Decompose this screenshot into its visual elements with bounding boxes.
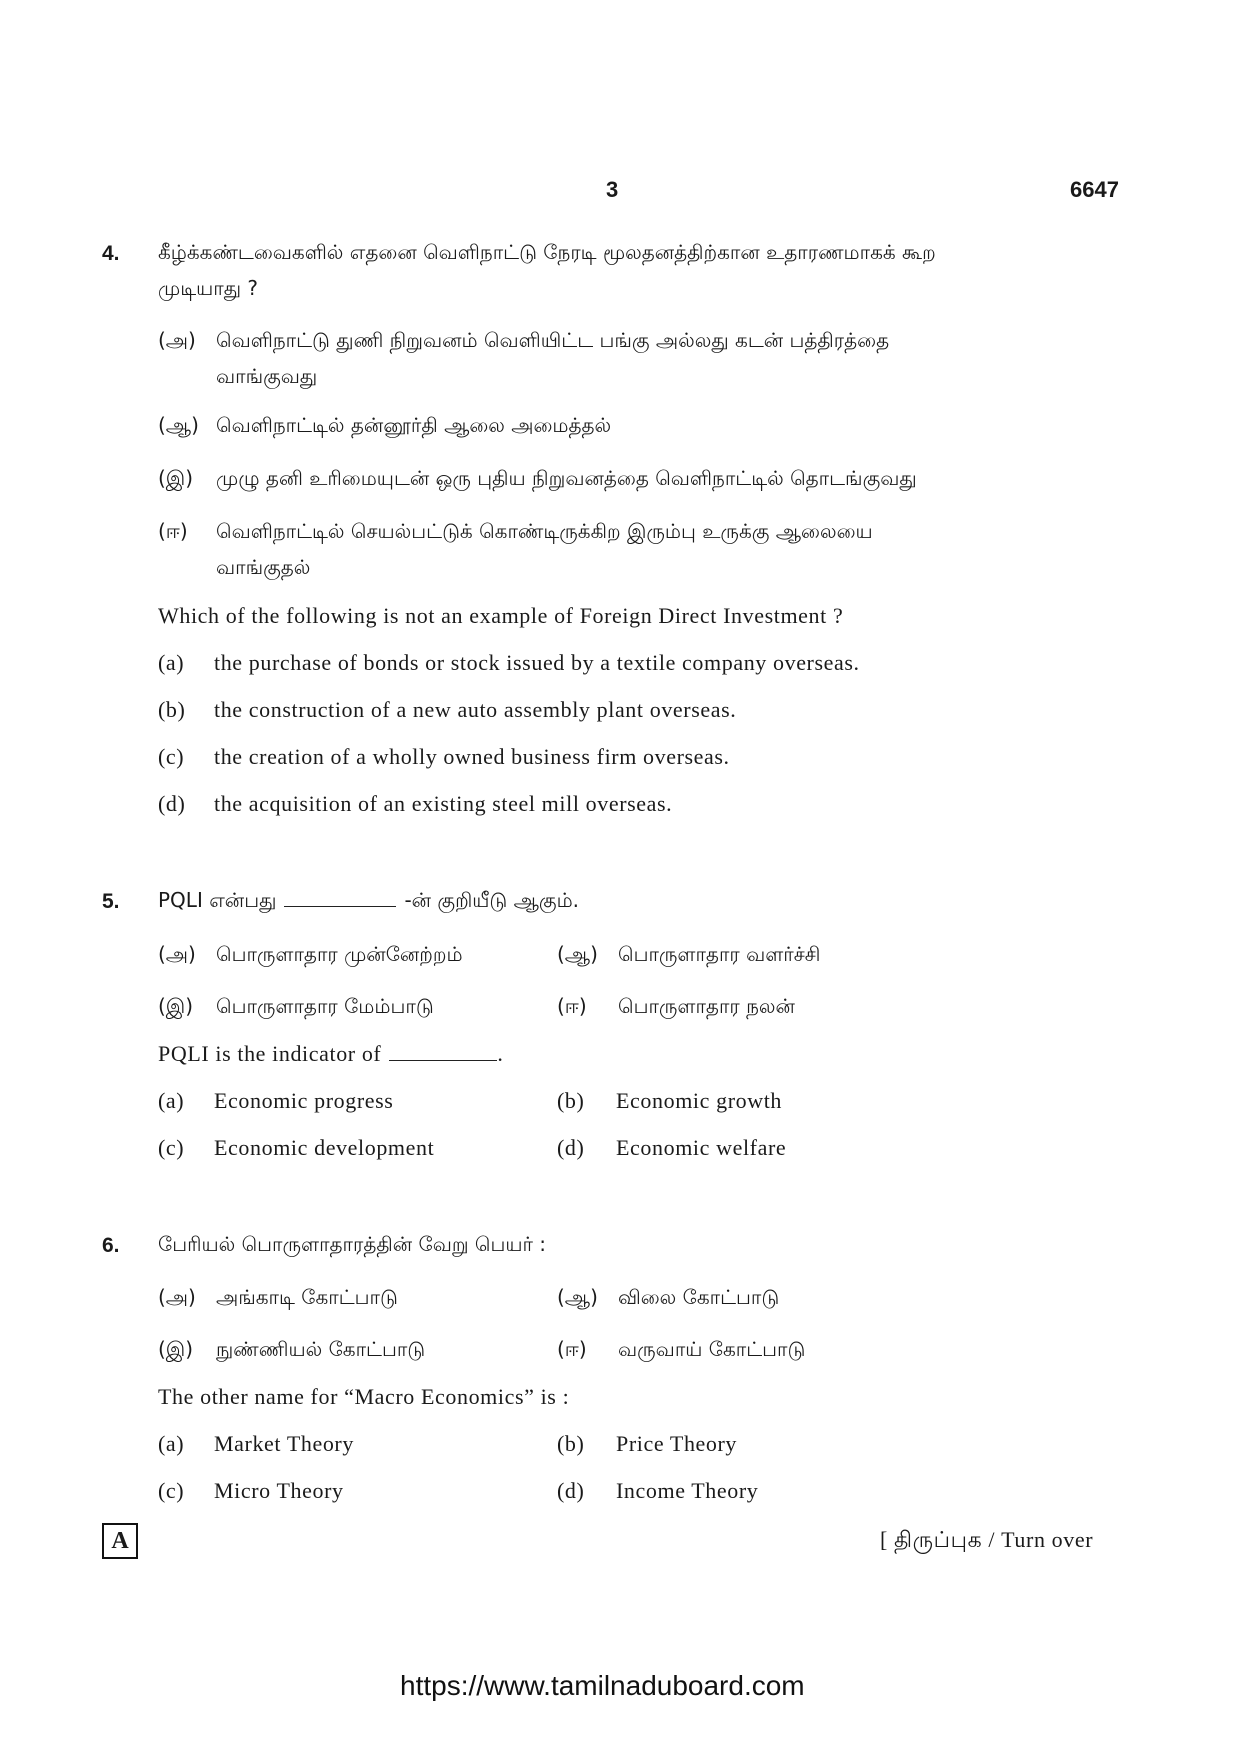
english-option-text: Economic growth	[616, 1088, 783, 1113]
tamil-option-text: பொருளாதார நலன்	[618, 994, 795, 1018]
english-option-label: (c)	[158, 1478, 185, 1503]
tamil-option-text-cont: வாங்குதல்	[216, 555, 311, 579]
english-question	[158, 1041, 503, 1067]
english-option-label: (a)	[158, 1088, 185, 1113]
paper-code: 6647	[1070, 177, 1119, 202]
question-number: 6.	[102, 1234, 120, 1257]
tamil-option-label: (ஈ)	[557, 994, 587, 1018]
tamil-option-text: வெளிநாட்டில் செயல்பட்டுக் கொண்டிருக்கிற இரும்பு உருக்கு ஆலையை	[216, 519, 873, 543]
english-option-text: Market Theory	[214, 1431, 354, 1456]
turn-over-note: [ திருப்புக / Turn over	[880, 1527, 1094, 1552]
tamil-option-label: (அ)	[158, 942, 196, 966]
tamil-option-text: வெளிநாட்டு துணி நிறுவனம் வெளியிட்ட பங்கு அல்லது கடன் பத்திரத்தை	[216, 328, 890, 352]
english-option-label: (b)	[557, 1088, 585, 1113]
english-option-label: (d)	[158, 791, 186, 816]
tamil-option-text: அங்காடி கோட்பாடு	[216, 1285, 398, 1309]
english-option-text: the construction of a new auto assembly plant overseas.	[214, 697, 737, 722]
english-question: Which of the following is not an example of Foreign Direct Investment ?	[158, 603, 844, 628]
tamil-option-text: பொருளாதார வளர்ச்சி	[618, 942, 821, 966]
tamil-option-text: நுண்ணியல் கோட்பாடு	[216, 1337, 426, 1361]
answer-blank	[389, 1042, 497, 1061]
tamil-option-text: வெளிநாட்டில் தன்னூர்தி ஆலை அமைத்தல்	[216, 413, 612, 437]
english-question-text: PQLI is the indicator of	[158, 1041, 382, 1066]
english-option-label: (d)	[557, 1478, 585, 1503]
english-option-label: (d)	[557, 1135, 585, 1160]
tamil-option-label: (ஈ)	[557, 1337, 587, 1361]
english-option-text: Economic development	[214, 1135, 435, 1160]
tamil-question	[158, 888, 579, 915]
english-option-text: the purchase of bonds or stock issued by a textile company overseas.	[214, 650, 860, 675]
tamil-option-label: (ஈ)	[158, 519, 188, 543]
tamil-option-label: (இ)	[158, 994, 194, 1018]
tamil-option-label: (இ)	[158, 1337, 194, 1361]
tamil-option-text: பொருளாதார முன்னேற்றம்	[216, 942, 463, 966]
question-number: 5.	[102, 890, 120, 913]
english-option-text: Price Theory	[616, 1431, 738, 1456]
english-option-text: the creation of a wholly owned business firm overseas.	[214, 744, 730, 769]
english-option-text: the acquisition of an existing steel mill overseas.	[214, 791, 673, 816]
english-option-label: (a)	[158, 650, 185, 675]
tamil-question: பேரியல் பொருளாதாரத்தின் வேறு பெயர் :	[158, 1232, 547, 1256]
tamil-option-text: விலை கோட்பாடு	[618, 1285, 780, 1309]
english-question-text: .	[497, 1041, 504, 1066]
tamil-question: கீழ்க்கண்டவைகளில் எதனை வெளிநாட்டு நேரடி மூலதனத்திற்கான உதாரணமாகக் கூற	[158, 240, 936, 264]
english-option-label: (c)	[158, 1135, 185, 1160]
tamil-option-text-cont: வாங்குவது	[216, 364, 318, 388]
tamil-option-text: முழு தனி உரிமையுடன் ஒரு புதிய நிறுவனத்தை வெளிநாட்டில் தொடங்குவது	[216, 466, 917, 490]
tamil-option-label: (அ)	[158, 1285, 196, 1309]
english-option-label: (b)	[557, 1431, 585, 1456]
english-option-text: Micro Theory	[214, 1478, 344, 1503]
tamil-option-label: (ஆ)	[557, 942, 598, 966]
page-number: 3	[606, 177, 619, 202]
source-url[interactable]: https://www.tamilnaduboard.com	[400, 1670, 805, 1701]
question-set-box: A	[102, 1523, 138, 1559]
tamil-option-label: (இ)	[158, 466, 194, 490]
tamil-option-text: வருவாய் கோட்பாடு	[618, 1337, 806, 1361]
question-number: 4.	[102, 242, 120, 265]
english-option-text: Income Theory	[616, 1478, 759, 1503]
tamil-option-label: (அ)	[158, 328, 196, 352]
english-option-label: (b)	[158, 697, 186, 722]
tamil-option-label: (ஆ)	[158, 413, 199, 437]
english-question: The other name for “Macro Economics” is :	[158, 1384, 570, 1409]
english-option-text: Economic welfare	[616, 1135, 787, 1160]
tamil-question-cont: முடியாது ?	[158, 276, 259, 300]
tamil-question-text: -ன் குறியீடு ஆகும்.	[404, 888, 580, 912]
tamil-question-text: PQLI என்பது	[158, 888, 277, 912]
answer-blank	[284, 888, 396, 907]
tamil-option-label: (ஆ)	[557, 1285, 598, 1309]
english-option-label: (a)	[158, 1431, 185, 1456]
english-option-text: Economic progress	[214, 1088, 394, 1113]
english-option-label: (c)	[158, 744, 185, 769]
tamil-option-text: பொருளாதார மேம்பாடு	[216, 994, 434, 1018]
